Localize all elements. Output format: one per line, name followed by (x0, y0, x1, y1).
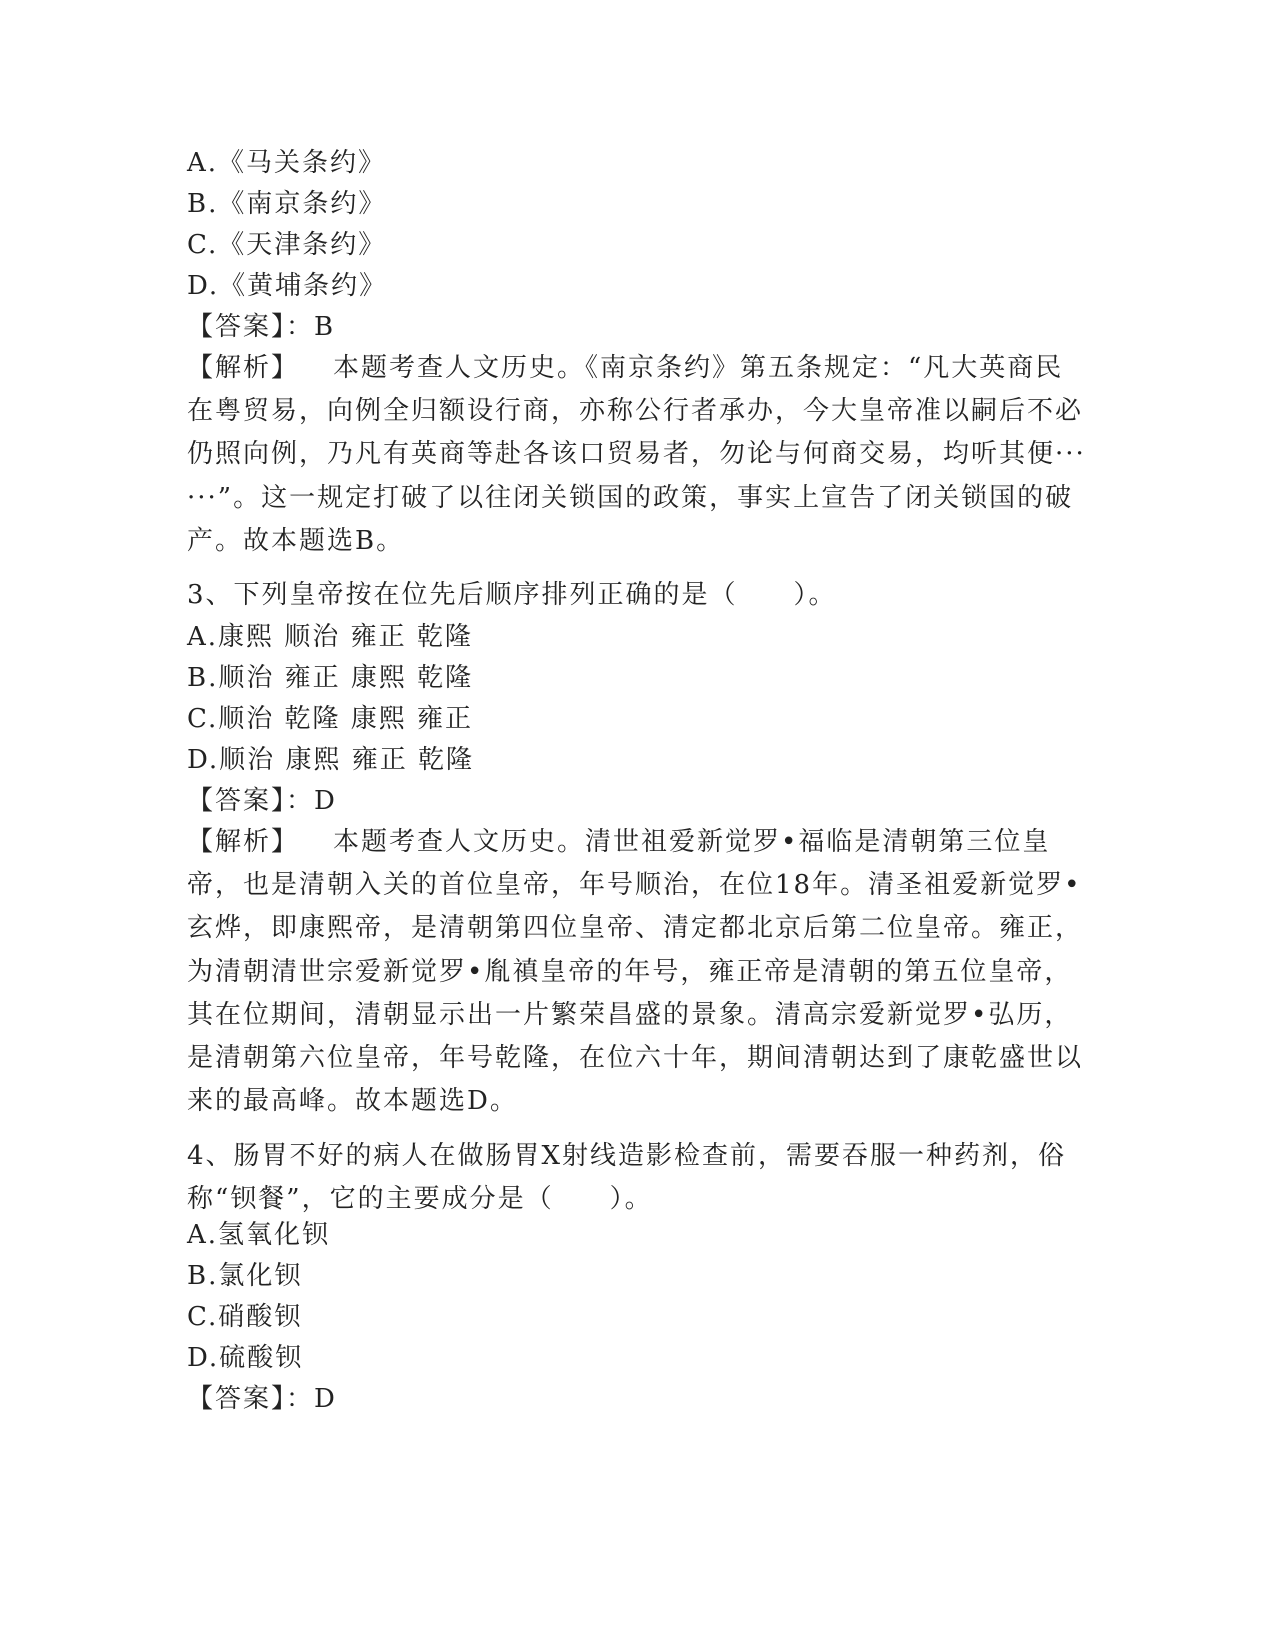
q3-analysis (187, 821, 1087, 1123)
q4-answer-value: D (314, 1384, 337, 1414)
q2-analysis (187, 347, 1087, 563)
q2-answer (187, 310, 335, 344)
q3-analysis-text: 本题考查人文历史。清世祖爱新觉罗•福临是清朝第三位皇帝，也是清朝入关的首位皇帝，年号顺治，在位18年。清圣祖爱新觉罗•玄烨，即康熙帝，是清朝第四位皇帝、清定都北京后第二位皇帝。雍正，为清朝清世宗爱新觉罗•胤禛皇帝的年号，雍正帝是清朝的第五位皇帝，其在位期间，清朝显示出一片繁荣昌盛的景象。清高宗爱新觉罗•弘历，是清朝第六位皇帝，年号乾隆，在位六十年，期间清朝达到了康乾盛世以来的最高峰。故本题选D。 (187, 827, 1084, 1117)
q3-question: 3、下列皇帝按在位先后顺序排列正确的是（ ）。 (187, 580, 837, 610)
q3-option-c: C.顺治 乾隆 康熙 雍正 (187, 704, 474, 734)
q2-answer-value: B (314, 312, 336, 342)
q2-answer-label: 【答案】： (187, 312, 315, 342)
q3-analysis-label: 【解析】 (187, 827, 300, 857)
q4-option-b: B.氯化钡 (187, 1261, 303, 1291)
q3-option-d: D.顺治 康熙 雍正 乾隆 (187, 745, 474, 775)
q4-answer (187, 1382, 337, 1416)
q2-option-b: B.《南京条约》 (187, 189, 387, 219)
q2-analysis-text: 本题考查人文历史。《南京条约》第五条规定：“凡大英商民在粤贸易，向例全归额设行商，亦称公行者承办，今大皇帝准以嗣后不必仍照向例，乃凡有英商等赴各该口贸易者，勿论与何商交易，均听其便······”。这一规定打破了以往闭关锁国的政策，事实上宣告了闭关锁国的破产。故本题选B。 (187, 353, 1086, 556)
q3-option-b: B.顺治 雍正 康熙 乾隆 (187, 663, 474, 693)
q3-answer-label: 【答案】： (187, 786, 315, 816)
q3-answer-value: D (314, 786, 337, 816)
q4-option-a: A.氢氧化钡 (187, 1220, 331, 1250)
q2-option-a: A.《马关条约》 (187, 148, 387, 178)
q4-answer-label: 【答案】： (187, 1384, 315, 1414)
q2-option-c: C.《天津条约》 (187, 230, 387, 260)
q2-option-d: D.《黄埔条约》 (187, 271, 388, 301)
q3-option-a: A.康熙 顺治 雍正 乾隆 (187, 622, 473, 652)
q3-answer (187, 784, 337, 818)
q4-option-d: D.硫酸钡 (187, 1343, 304, 1373)
q2-analysis-label: 【解析】 (187, 353, 300, 383)
q4-option-c: C.硝酸钡 (187, 1302, 303, 1332)
q4-question: 4、肠胃不好的病人在做肠胃X射线造影检查前，需要吞服一种药剂，俗称“钡餐”，它的主要成分是（ ）。 (187, 1141, 1067, 1215)
